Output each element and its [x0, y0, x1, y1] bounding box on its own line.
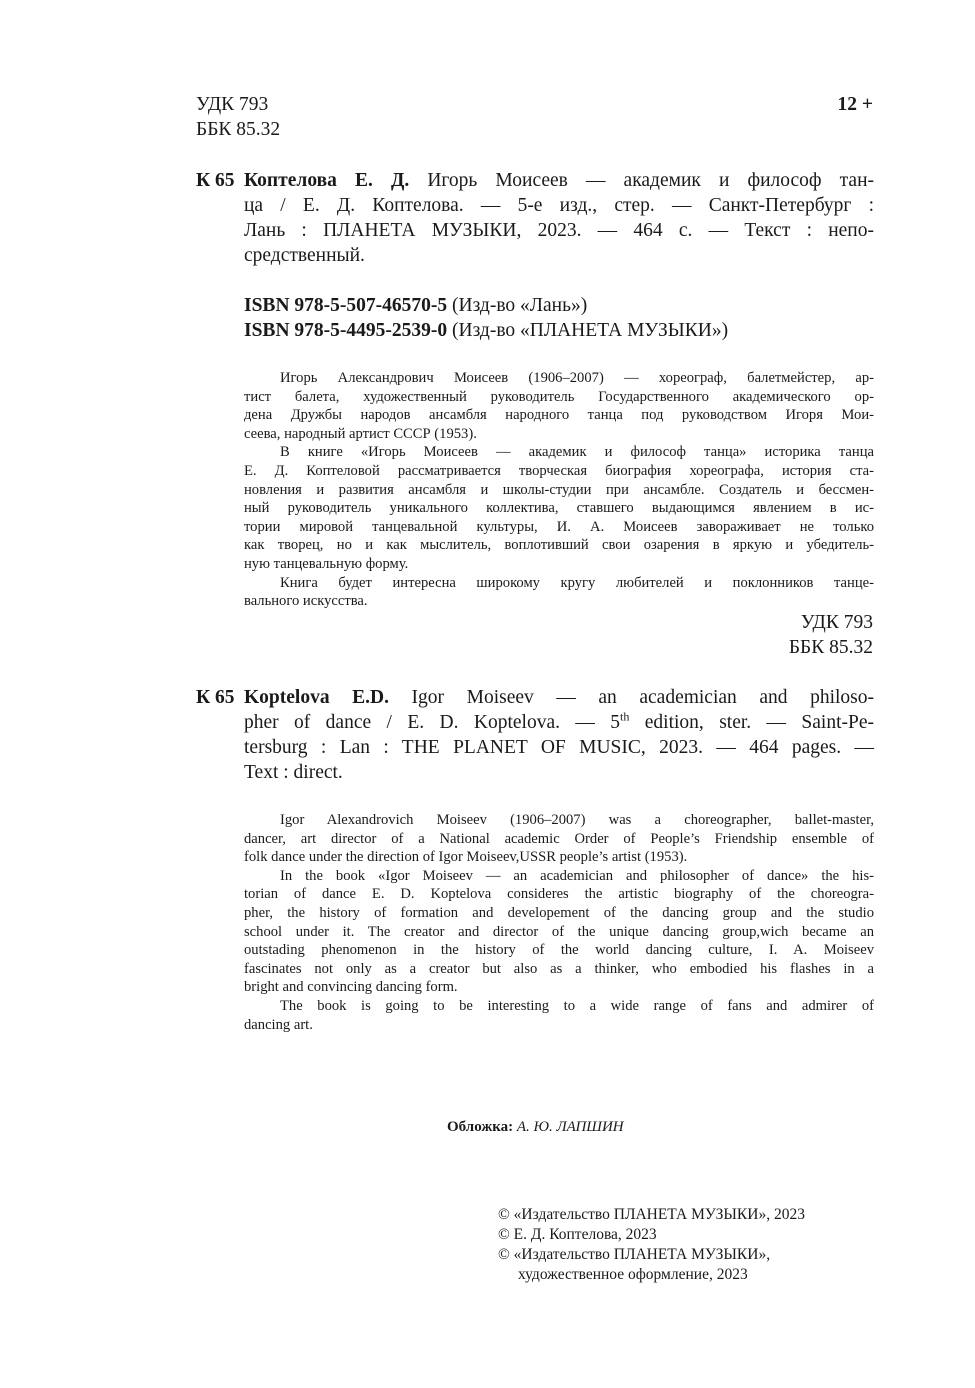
- isbn-1: [244, 293, 728, 318]
- en-entry-line-1: [244, 685, 874, 710]
- ru-abstract-line: ный руководитель уникального коллектива, ставшего выдающимся явлением в ис-: [244, 500, 874, 517]
- copyright-line: художественное оформление, 2023: [518, 1266, 748, 1283]
- ru-abstract: [244, 369, 874, 611]
- ru-entry-line-2: ца / Е. Д. Коптелова. — 5-е изд., стер. — Санкт-Петербург :: [244, 195, 874, 216]
- en-abstract: [244, 811, 874, 1034]
- ru-abstract-line: сеева, народный артист СССР (1953).: [244, 425, 477, 442]
- ru-entry-line-4: средственный.: [244, 245, 365, 266]
- ru-abstract-line: ную танцевальную форму.: [244, 555, 409, 572]
- en-entry-title: Igor Moiseev — an academician and philoso-: [388, 687, 874, 708]
- ru-abstract-line: Игорь Александрович Моисеев (1906–2007) — хореограф, балетмейстер, ар-: [280, 370, 874, 386]
- en-abstract-line: school under it. The creator and director of the unique dancing group,wich became an: [244, 923, 874, 940]
- en-entry-author: Koptelova E.D.: [244, 687, 389, 708]
- ru-abstract-line: Книга будет интересна широкому кругу любителей и поклонников танце-: [280, 574, 874, 591]
- ru-abstract-line: тории мировой танцевальной культуры, И. А. Моисеев завораживает не только: [244, 518, 874, 535]
- ru-classification-udk: УДК 793: [800, 612, 873, 633]
- ru-entry-line-1: [244, 168, 874, 193]
- ru-entry-line-3: Лань : ПЛАНЕТА МУЗЫКИ, 2023. — 464 с. — Текст : непо-: [244, 220, 874, 241]
- isbn-2-number: ISBN 978-5-4495-2539-0: [244, 320, 448, 341]
- copyright-line: © «Издательство ПЛАНЕТА МУЗЫКИ»,: [498, 1246, 771, 1263]
- en-abstract-line: Igor Alexandrovich Moiseev (1906–2007) was a choreographer, ballet-master,: [280, 812, 874, 828]
- en-abstract-line: In the book «Igor Moiseev — an academician and philosopher of dance» the his-: [280, 867, 874, 884]
- en-abstract-line: folk dance under the direction of Igor Moiseev,USSR people’s artist (1953).: [244, 849, 688, 866]
- ru-classification: [789, 610, 873, 660]
- en-abstract-line: The book is going to be interesting to a wide range of fans and admirer of: [280, 997, 874, 1014]
- en-entry-line-3: tersburg : Lan : THE PLANET OF MUSIC, 2023. — 464 pages. —: [244, 737, 874, 758]
- isbn-1-publisher: (Изд-во «Лань»): [447, 295, 588, 316]
- isbn-block: [244, 293, 728, 343]
- ru-abstract-line: дена Дружбы народов ансамбля народного танца под руководством Игоря Мои-: [244, 407, 874, 424]
- ru-abstract-line: В книге «Игорь Моисеев — академик и философ танца» историка танца: [280, 444, 874, 461]
- ru-abstract-line: вального искусства.: [244, 593, 368, 610]
- ru-abstract-line: новления и развития ансамбля и школы-студии при ансамбле. Создатель и бессмен-: [244, 481, 874, 498]
- ru-classification-bbk: ББК 85.32: [788, 637, 873, 658]
- copyright-line: © «Издательство ПЛАНЕТА МУЗЫКИ», 2023: [498, 1206, 805, 1223]
- copyright-line: © Е. Д. Коптелова, 2023: [498, 1226, 657, 1243]
- ru-entry-body: [244, 168, 874, 268]
- ru-entry-title: Игорь Моисеев — академик и философ тан-: [409, 170, 874, 191]
- en-abstract-line: dancing art.: [244, 1016, 313, 1033]
- header-bbk: ББК 85.32: [196, 119, 281, 140]
- en-abstract-line: fascinates not only as a creator but also as a thinker, who embodied his flashes in a: [244, 960, 874, 977]
- en-abstract-line: outstading phenomenon in the history of the world dancing culture, I. A. Moiseev: [244, 942, 874, 959]
- en-entry-line-2a: pher of dance / E. D. Koptelova. — 5: [244, 712, 621, 733]
- age-rating: 12 +: [837, 94, 873, 115]
- cover-credit: [447, 1118, 624, 1137]
- cover-credit-name: А. Ю. ЛАПШИН: [516, 1119, 624, 1135]
- ru-abstract-line: тист балета, художественный руководитель Государственного академического ор-: [244, 388, 874, 405]
- en-abstract-line: bright and convincing dancing form.: [244, 979, 458, 996]
- en-abstract-line: pher, the history of formation and developement of the dancing group and the studio: [244, 904, 874, 921]
- isbn-1-number: ISBN 978-5-507-46570-5: [244, 295, 448, 316]
- en-entry-line-4: Text : direct.: [244, 762, 343, 783]
- isbn-2: [244, 318, 728, 343]
- header-udk: УДК 793: [196, 94, 269, 115]
- en-abstract-line: dancer, art director of a National academic Order of People’s Friendship ensemble of: [244, 830, 874, 847]
- cover-credit-label: Обложка:: [447, 1119, 514, 1135]
- en-entry-line-2b: edition, ster. — Saint-Pe-: [629, 712, 875, 733]
- ru-entry-code: К 65: [196, 170, 235, 191]
- ru-entry-author: Коптелова Е. Д.: [244, 170, 410, 191]
- copyright-block: [498, 1205, 805, 1285]
- ru-abstract-line: как творец, но и как мыслитель, воплотивший свои озарения в яркую и убедитель-: [244, 537, 874, 554]
- en-entry-line-2: [244, 710, 874, 735]
- en-entry-body: [244, 685, 874, 785]
- isbn-2-publisher: (Изд-во «ПЛАНЕТА МУЗЫКИ»): [447, 320, 729, 341]
- en-entry-code: К 65: [196, 687, 235, 708]
- en-abstract-line: torian of dance E. D. Koptelova consideres the artistic biography of the choreogra-: [244, 886, 874, 903]
- en-entry-edition-sup: th: [620, 709, 630, 724]
- ru-abstract-line: Е. Д. Коптеловой рассматривается творческая биография хореографа, история ста-: [244, 462, 874, 479]
